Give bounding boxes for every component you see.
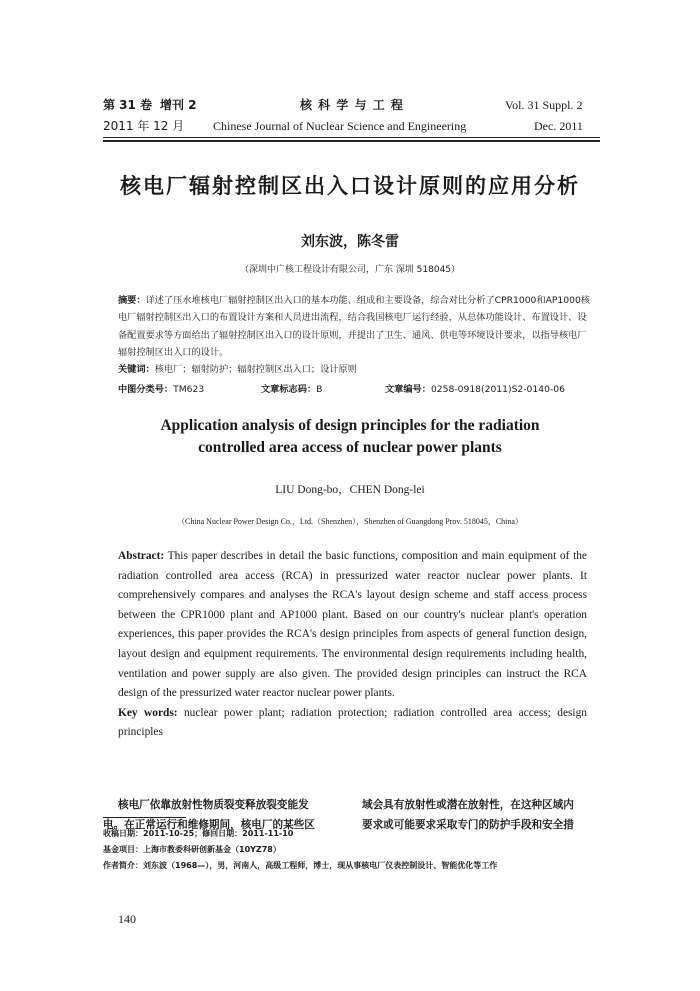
clc-value: TM623 xyxy=(173,384,205,395)
paper-title-en xyxy=(0,415,700,459)
doc-label: 文章标志码： xyxy=(261,384,317,395)
body-left-line1: 核电厂依靠放射性物质裂变释放裂变能发 xyxy=(118,799,309,811)
date-cn: 2011 年 12 月 xyxy=(103,119,185,133)
affiliation-en: （China Nuclear Power Design Co.，Ltd.（Shenzhen），Shenzhen of Guangdong Prov. 518045，China） xyxy=(177,517,523,526)
paper-title-en-line1: Application analysis of design principles for the radiation xyxy=(160,417,540,434)
paper-title-en-line2: controlled area access of nuclear power plants xyxy=(198,439,502,456)
article-value: 0258-0918(2011)S2-0140-06 xyxy=(430,384,565,395)
keywords-cn-label: 关键词： xyxy=(118,364,155,376)
keywords-cn xyxy=(118,361,593,378)
volume-label: 第 31 卷 xyxy=(103,98,153,112)
article-number xyxy=(385,381,565,395)
clc-label: 中图分类号： xyxy=(118,384,174,395)
article-label: 文章编号： xyxy=(385,384,431,395)
footnote-rule xyxy=(103,817,186,818)
paper-title-cn: 核电厂辐射控制区出入口设计原则的应用分析 xyxy=(120,174,580,198)
authors-en: LIU Dong-bo，CHEN Dong-lei xyxy=(275,484,425,496)
clc-number xyxy=(118,381,204,395)
body-left-line2: 电。在正常运行和维修期间，核电厂的某些区 xyxy=(103,819,315,831)
abstract-cn-text: 详述了压水堆核电厂辐射控制区出入口的基本功能、组成和主要设备，综合对比分析了CPR1000和AP1000核电厂辐射控制区出入口的布置设计方案和人员进出流程，结合我国核电厂运行经验，从总体功能设计、布置设计、设备配置要求等方面给出了辐射控制区出入口的设计原则，并提出了卫生、通风、供电等环境设计要求，以指导核电厂辐射控制区出入口的设计。 xyxy=(118,295,590,358)
abstract-cn xyxy=(118,292,593,378)
doc-value: B xyxy=(316,384,323,395)
footnote-fund: 基金项目：上海市教委科研创新基金（10YZ78） xyxy=(103,845,281,854)
affiliation-cn: （深圳中广核工程设计有限公司，广东 深圳 518045） xyxy=(239,265,461,275)
abstract-cn-label: 摘要： xyxy=(118,295,146,306)
document-code xyxy=(261,381,322,395)
body-right-line1: 域会具有放射性或潜在放射性，在这种区域内 xyxy=(362,799,574,811)
keywords-en xyxy=(118,704,587,743)
header-rule-thin xyxy=(103,137,600,138)
keywords-en-label: Key words: xyxy=(118,706,178,719)
authors-cn: 刘东波，陈冬雷 xyxy=(301,234,399,250)
footnote-author: 作者简介：刘东波（1968—），男，河南人，高级工程师，博士，现从事核电厂仪表控制设计、智能优化等工作 xyxy=(103,861,498,870)
abstract-en-paragraph xyxy=(118,547,587,704)
keywords-cn-text: 核电厂；辐射防护；辐射控制区出入口；设计原则 xyxy=(154,364,357,376)
date-en: Dec. 2011 xyxy=(534,119,583,133)
journal-name-cn: 核 科 学 与 工 程 xyxy=(300,98,404,112)
abstract-en xyxy=(118,547,587,743)
volume-label-en: Vol. 31 Suppl. 2 xyxy=(505,98,583,112)
footnote-received: 收稿日期：2011-10-25；修回日期：2011-11-10 xyxy=(103,829,294,838)
supplement-label: 增刊 2 xyxy=(160,98,197,112)
header-rule-thick xyxy=(103,140,600,142)
body-right-line2: 要求或可能要求采取专门的防护手段和安全措 xyxy=(362,819,574,831)
keywords-en-text: nuclear power plant; radiation protection; radiation controlled area access; design principles xyxy=(118,706,587,739)
abstract-cn-paragraph xyxy=(118,292,593,361)
page-number: 140 xyxy=(118,912,136,926)
abstract-en-label: Abstract: xyxy=(118,550,165,562)
journal-name-en: Chinese Journal of Nuclear Science and Engineering xyxy=(213,119,467,133)
body-column-right xyxy=(362,795,600,835)
abstract-en-text: This paper describes in detail the basic functions, composition and main equipment of the radiation controlled area access (RCA) in pressurized water reactor nuclear power plants. It comprehensively compares and analyses the RCA's layout design scheme and staff access process between the CPR1000 plant and AP1000 plant. Based on our country's nuclear plant's operation experiences, this paper provides the RCA's design principles from aspects of general function design, layout design and equipment requirements. The environmental design requirements including health, ventilation and power supply are also given. The provided design principles can instruct the RCA design of the pressurized water reactor nuclear power plants. xyxy=(118,550,587,700)
